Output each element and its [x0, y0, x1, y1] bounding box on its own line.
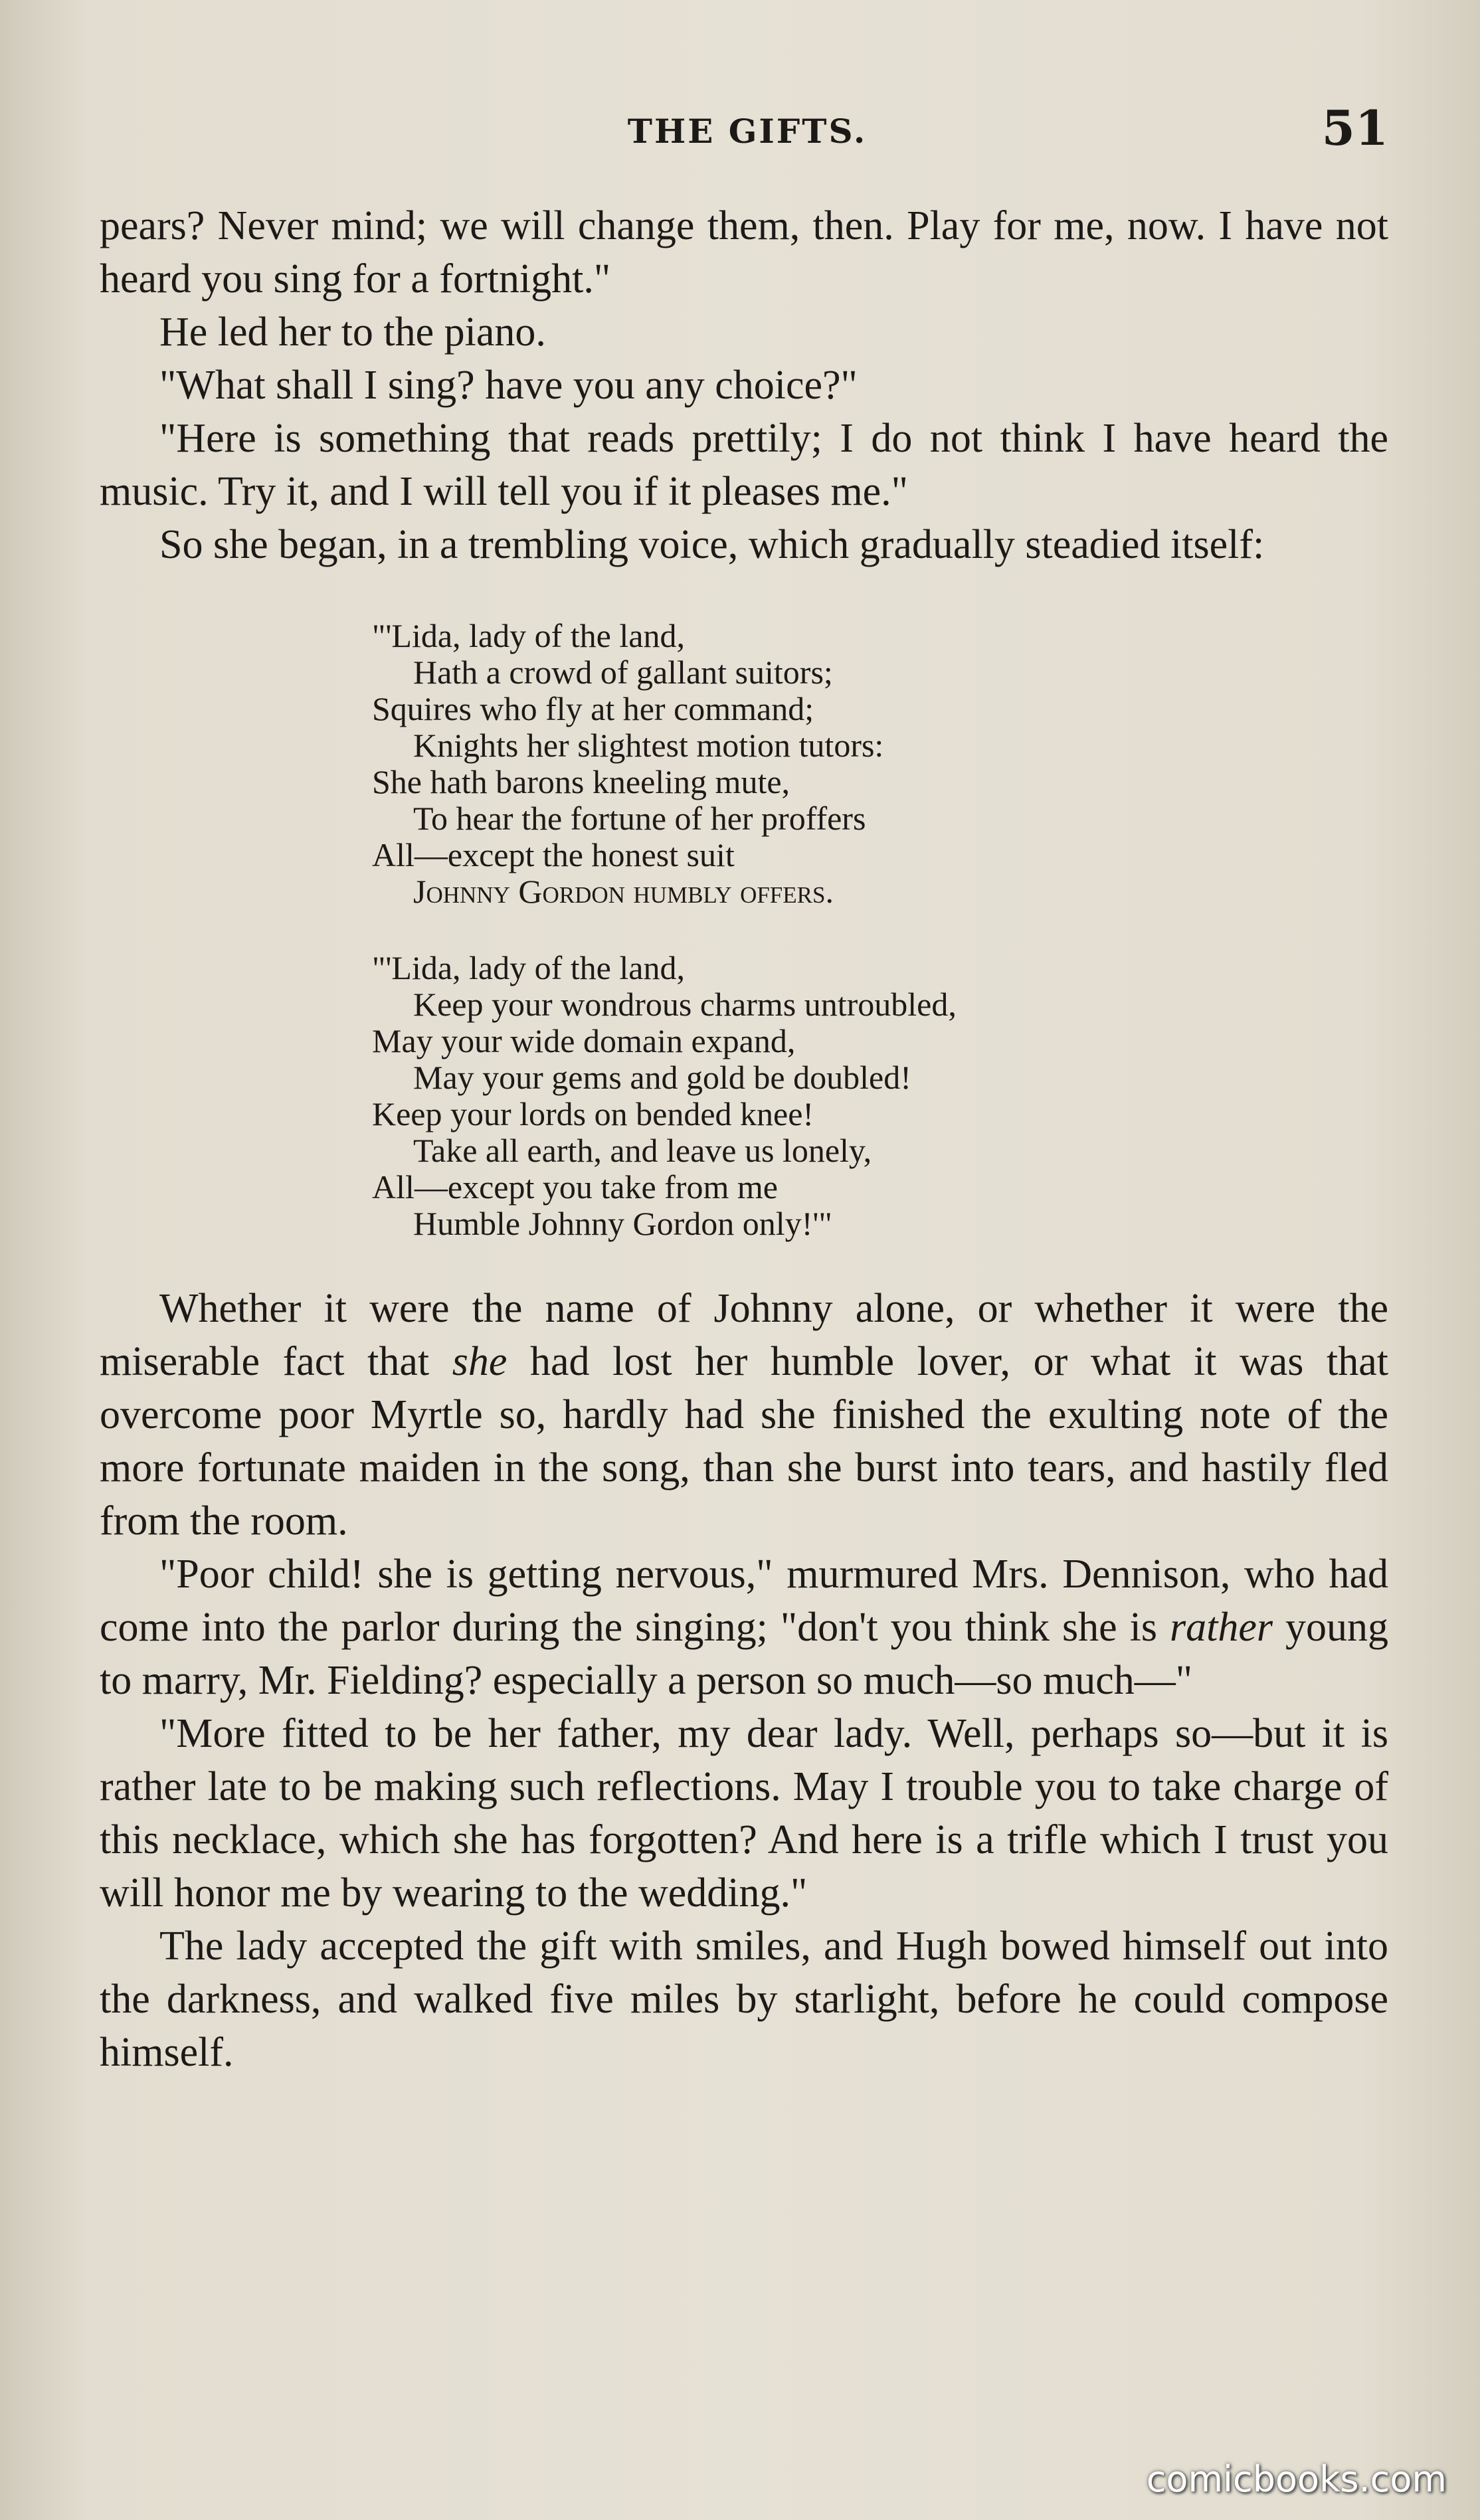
paragraph: The lady accepted the gift with smiles, and Hugh bowed himself out into the darkness, and walked five miles by starlight, before he could compose himself.: [100, 1924, 1388, 2075]
poem-stanza: [372, 950, 1388, 1242]
text-run: had lost her humble lover, or what it was that overcome poor Myrtle so, hardly had she finished the exulting note of the more fortunate maiden in the song, than she burst into tears, and hastily fled from the room.: [100, 1339, 1388, 1544]
poem-line: To hear the fortune of her proffers: [413, 800, 866, 837]
page-header: [106, 100, 1388, 159]
poem-line: She hath barons kneeling mute,: [372, 763, 790, 800]
poem-line: All—except the honest suit: [372, 836, 735, 873]
poem-line: "'Lida, lady of the land,: [372, 949, 685, 986]
poem-line: Squires who fly at her command;: [372, 690, 814, 727]
poem-line: Humble Johnny Gordon only!'": [413, 1205, 832, 1242]
poem-line: Knights her slightest motion tutors:: [413, 727, 884, 764]
paragraph: "Here is something that reads prettily; I do not think I have heard the music. Try it, and I will tell you if it pleases me.": [100, 416, 1388, 514]
poem-line: Keep your wondrous charms untroubled,: [413, 986, 957, 1023]
emphasis: she: [452, 1339, 508, 1384]
poem-line: May your wide domain expand,: [372, 1022, 796, 1059]
paragraph: So she began, in a trembling voice, which gradually steadied itself:: [159, 522, 1265, 567]
poem-line: All—except you take from me: [372, 1168, 778, 1206]
poem-line: "'Lida, lady of the land,: [372, 617, 685, 654]
poem-line: Johnny Gordon humbly offers.: [413, 873, 834, 910]
text-run: "Poor child! she is getting nervous," murmured Mrs. Dennison, who had come into the parlor during the singing; "don't you think she is: [100, 1552, 1388, 1650]
paragraph: [100, 1548, 1388, 1707]
page-number: 51: [1321, 100, 1388, 156]
song-poem: [372, 618, 1388, 1242]
poem-line: Hath a crowd of gallant suitors;: [413, 654, 833, 691]
paragraph: "What shall I sing? have you any choice?": [159, 363, 858, 408]
paragraph: He led her to the piano.: [159, 310, 546, 355]
body-text: [100, 199, 1388, 2079]
emphasis: rather: [1170, 1605, 1273, 1650]
paragraph: pears? Never mind; we will change them, then. Play for me, now. I have not heard you sing for a fortnight.": [100, 203, 1388, 302]
paragraph: [100, 1282, 1388, 1548]
running-head: THE GIFTS.: [627, 112, 868, 151]
paragraph: "More fitted to be her father, my dear lady. Well, perhaps so—but it is rather late to be making such reflections. May I trouble you to take charge of this necklace, which she has forgotten? And here is a trifle which I trust you will honor me by wearing to the wedding.": [100, 1711, 1388, 1916]
poem-line: Take all earth, and leave us lonely,: [413, 1132, 872, 1169]
poem-stanza: [372, 618, 1388, 910]
text-run: young to marry, Mr. Fielding? especially a person so much—so much—": [100, 1605, 1389, 1703]
watermark: comicbooks.com: [1146, 2458, 1447, 2500]
poem-line: Keep your lords on bended knee!: [372, 1095, 814, 1132]
poem-line: May your gems and gold be doubled!: [413, 1059, 911, 1096]
text-run: Whether it were the name of Johnny alone, or whether it were the miserable fact that: [100, 1286, 1388, 1384]
